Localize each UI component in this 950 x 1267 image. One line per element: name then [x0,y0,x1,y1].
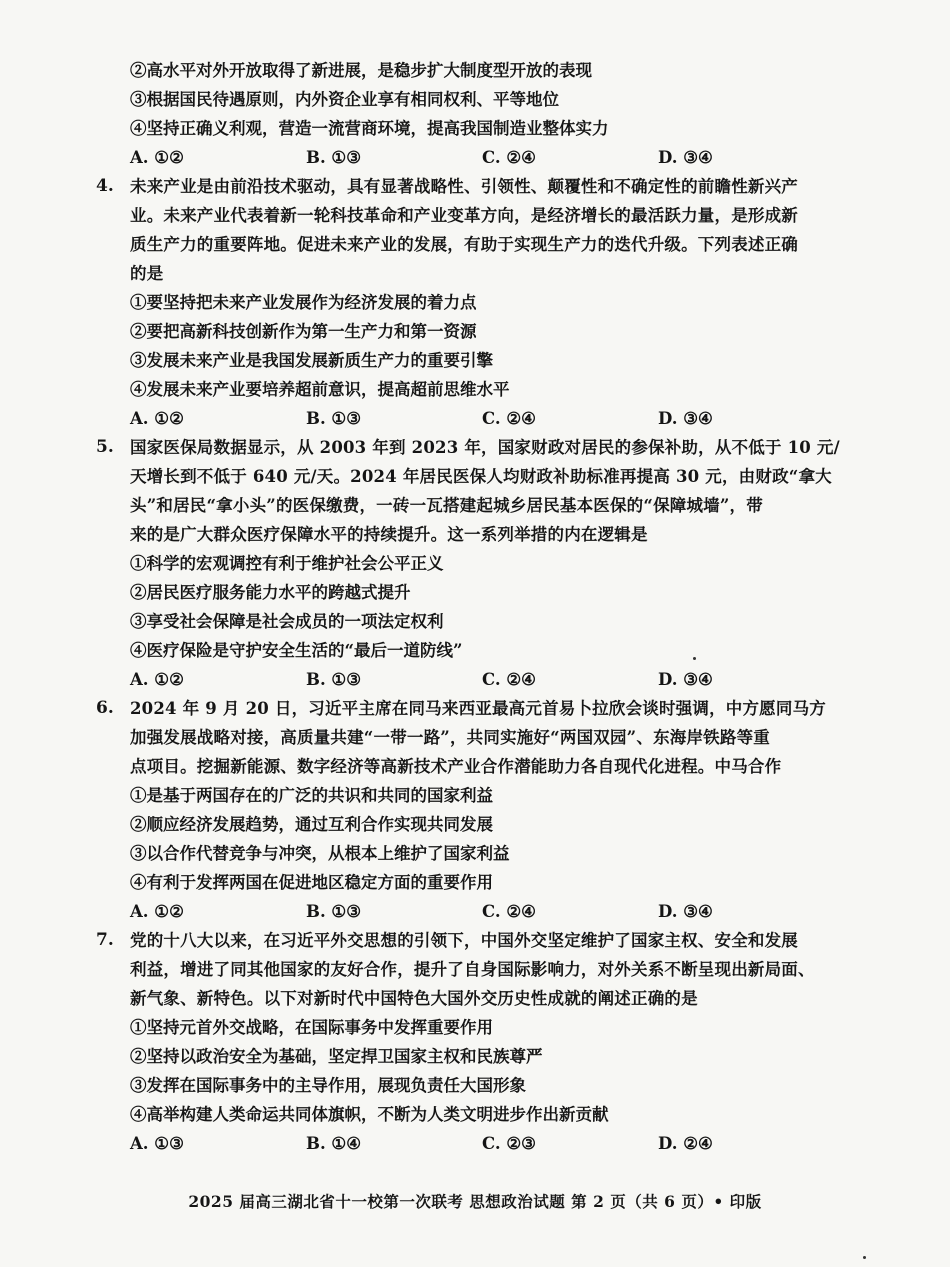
page-content [96,56,856,1158]
choice-b: B. ①④ [306,1134,362,1153]
option-line: ①坚持元首外交战略，在国际事务中发挥重要作用 [130,1018,493,1037]
option-line: ①是基于两国存在的广泛的共识和共同的国家利益 [130,786,493,805]
choice-d: D. ③④ [658,409,713,428]
question-stem-line: 质生产力的重要阵地。促进未来产业的发展，有助于实现生产力的迭代升级。下列表述正确 [130,235,798,254]
choice-d: D. ③④ [658,148,713,167]
question-number: 7. [96,930,114,950]
question-6 [96,694,856,926]
question-5 [96,433,856,694]
choice-b: B. ①③ [306,902,362,921]
choice-a: A. ①② [130,148,184,167]
question-stem-line: 来的是广大群众医疗保障水平的持续提升。这一系列举措的内在逻辑是 [130,525,648,544]
choice-c: C. ②④ [482,670,536,689]
question-stem-line: 头”和居民“拿小头”的医保缴费，一砖一瓦搭建起城乡居民基本医保的“保障城墙”，带 [130,496,763,515]
option-line: ④有利于发挥两国在促进地区稳定方面的重要作用 [130,873,493,892]
option-line: ②顺应经济发展趋势，通过互利合作实现共同发展 [130,815,493,834]
question-stem-line: 未来产业是由前沿技术驱动，具有显著战略性、引领性、颠覆性和不确定性的前瞻性新兴产 [130,177,798,196]
choice-b: B. ①③ [306,148,362,167]
option-line: ①科学的宏观调控有利于维护社会公平正义 [130,554,444,573]
choice-c: C. ②④ [482,902,536,921]
choice-a: A. ①② [130,409,184,428]
answer-choices [130,404,856,433]
question-3-continued [96,56,856,172]
option-line: ④坚持正确义利观，营造一流营商环境，提高我国制造业整体实力 [130,119,609,138]
choice-a: A. ①③ [130,1134,184,1153]
question-stem-line: 天增长到不低于 640 元/天。2024 年居民医保人均财政补助标准再提高 30 元，由财政“拿大 [130,467,832,486]
scan-speck [693,657,696,660]
question-stem-line: 新气象、新特色。以下对新时代中国特色大国外交历史性成就的阐述正确的是 [130,989,698,1008]
option-line: ①要坚持把未来产业发展作为经济发展的着力点 [130,293,477,312]
question-stem-line: 国家医保局数据显示，从 2003 年到 2023 年，国家财政对居民的参保补助，从不低于 10 元/ [130,438,840,457]
choice-a: A. ①② [130,902,184,921]
answer-choices [130,1129,856,1158]
option-line: ③以合作代替竞争与冲突，从根本上维护了国家利益 [130,844,510,863]
option-line: ②居民医疗服务能力水平的跨越式提升 [130,583,411,602]
option-line: ③根据国民待遇原则，内外资企业享有相同权利、平等地位 [130,90,559,109]
choice-c: C. ②④ [482,148,536,167]
option-line: ③发展未来产业是我国发展新质生产力的重要引擎 [130,351,493,370]
choice-b: B. ①③ [306,670,362,689]
option-line: ②坚持以政治安全为基础，坚定捍卫国家主权和民族尊严 [130,1047,543,1066]
question-4 [96,172,856,433]
choice-d: D. ③④ [658,902,713,921]
option-line: ④发展未来产业要培养超前意识，提高超前思维水平 [130,380,510,399]
choice-d: D. ②④ [658,1134,713,1153]
page-footer: 2025 届高三湖北省十一校第一次联考 思想政治试题 第 2 页（共 6 页）• 印版 [188,1192,762,1211]
question-number: 6. [96,698,114,718]
option-line: ③享受社会保障是社会成员的一项法定权利 [130,612,444,631]
option-line: ④高举构建人类命运共同体旗帜，不断为人类文明进步作出新贡献 [130,1105,609,1124]
scan-speck [863,1256,866,1259]
question-stem-line: 加强发展战略对接，高质量共建“一带一路”，共同实施好“两国双园”、东海岸铁路等重 [130,728,770,747]
answer-choices [130,897,856,926]
choice-b: B. ①③ [306,409,362,428]
option-line: ④医疗保险是守护安全生活的“最后一道防线” [130,641,463,660]
question-stem-line: 的是 [130,264,164,283]
answer-choices [130,143,856,172]
answer-choices [130,665,856,694]
question-number: 5. [96,437,114,457]
choice-c: C. ②③ [482,1134,536,1153]
question-7 [96,926,856,1158]
question-stem-line: 2024 年 9 月 20 日，习近平主席在同马来西亚最高元首易卜拉欣会谈时强调，中方愿同马方 [130,699,826,718]
option-line: ③发挥在国际事务中的主导作用，展现负责任大国形象 [130,1076,526,1095]
choice-d: D. ③④ [658,670,713,689]
option-line: ②要把高新科技创新作为第一生产力和第一资源 [130,322,477,341]
question-stem-line: 业。未来产业代表着新一轮科技革命和产业变革方向，是经济增长的最活跃力量，是形成新 [130,206,798,225]
question-stem-line: 党的十八大以来，在习近平外交思想的引领下，中国外交坚定维护了国家主权、安全和发展 [130,931,798,950]
option-line: ②高水平对外开放取得了新进展，是稳步扩大制度型开放的表现 [130,61,592,80]
question-stem-line: 利益，增进了同其他国家的友好合作，提升了自身国际影响力，对外关系不断呈现出新局面、 [130,960,815,979]
question-number: 4. [96,176,114,196]
choice-a: A. ①② [130,670,184,689]
choice-c: C. ②④ [482,409,536,428]
question-stem-line: 点项目。挖掘新能源、数字经济等高新技术产业合作潜能助力各自现代化进程。中马合作 [130,757,782,776]
